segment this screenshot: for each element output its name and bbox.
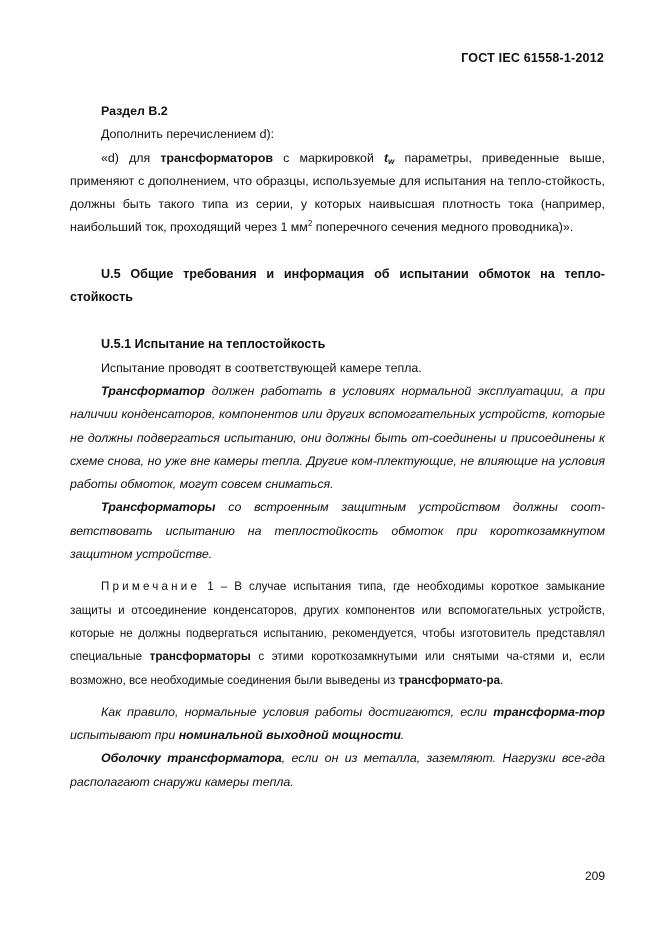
page-number: 209	[585, 869, 606, 883]
section-b2-item-d	[70, 147, 605, 240]
item-d-term: трансформаторов	[160, 150, 274, 165]
p4-text-1: Как правило, нормальные условия работы достигаются, если	[101, 704, 494, 719]
standard-header: ГОСТ IEC 61558-1-2012	[461, 51, 604, 65]
note-text-3: .	[500, 673, 504, 687]
item-d-text-3: параметры, приведенные выше, применяют с дополнением, что образцы, используемые для испытания на тепло-стойкость, должны быть такого типа из серии, у которых наивысшая плотность тока (например, наибольший ток, проходящий через 1 мм	[70, 150, 606, 235]
u51-paragraph-4	[70, 701, 605, 748]
note-term-1: трансформаторы	[149, 650, 251, 664]
marking-symbol	[384, 151, 394, 165]
marking-symbol-letter: t	[384, 150, 389, 165]
note-text-2: с этими короткозамкнутыми или снятыми ча-стями и, если возможно, все необходимые соединения были выведены из	[70, 650, 605, 687]
note-text-1: 1 – В случае испытания типа, где необходимы короткое замыкание защиты и отсоединение конденсаторов, других компонентов или вспомогательных устройств, которые не должны подвергаться испытанию, рекомендуется, чтобы изготовитель представлял специальные	[70, 580, 605, 664]
p2-term: Трансформатор	[101, 383, 205, 398]
spacer	[70, 692, 605, 701]
p4-text-2: испытывают при	[70, 728, 179, 743]
note-term-2: трансформато-ра	[398, 673, 501, 687]
p5-term: Оболочку трансформатора	[101, 751, 282, 766]
u51-paragraph-1: Испытание проводят в соответствующей камере тепла.	[101, 360, 422, 375]
spacer	[70, 309, 605, 333]
item-d-text-4: поперечного сечения медного проводника)».	[312, 220, 574, 235]
note-1	[70, 575, 605, 691]
p5-text: , если он из металла, заземляют. Нагрузки все-гда располагают снаружи камеры тепла.	[70, 751, 605, 789]
p4-text-3: .	[400, 728, 405, 743]
p3-text: со встроенным защитным устройством должны соот-ветствовать испытанию на теплостойкость обмоток при короткозамкнутом защитном устройстве.	[70, 500, 605, 562]
item-d-text-2: с маркировкой	[273, 150, 384, 165]
u51-paragraph-5	[70, 747, 605, 794]
section-b2-label	[70, 100, 605, 123]
u51-paragraph-3	[70, 496, 605, 566]
spacer	[70, 240, 605, 263]
marking-symbol-sub: w	[388, 156, 395, 166]
p3-term: Трансформаторы	[101, 500, 216, 515]
u51-paragraph-2	[70, 380, 605, 496]
p4-term-1: трансформа-тор	[493, 704, 605, 719]
mm-superscript: 2	[307, 219, 313, 229]
p2-text: должен работать в условиях нормальной эксплуатации, а при наличии конденсаторов, компонентов или других вспомогательных устройств, которые не должны подвергаться испытанию, они должны быть от-соединены и присоединены к схеме снова, но уже вне камеры тепла. Другие ком-плектующие, не влияющие на условия работы обмоток, могут совсем сниматься.	[70, 383, 605, 492]
section-u5-heading: U.5 Общие требования и информация об испытании обмоток на тепло-стойкость	[70, 266, 605, 305]
p4-term-2: номинальной выходной мощности	[178, 728, 401, 743]
section-u51-heading: U.5.1 Испытание на теплостойкость	[101, 337, 326, 352]
page-content	[70, 100, 605, 794]
note-label: Примечание	[101, 580, 201, 594]
section-b2-intro: Дополнить перечислением d):	[101, 127, 275, 142]
item-d-text-1: «d) для	[101, 150, 161, 165]
section-b2-title: Раздел В.2	[101, 104, 168, 118]
